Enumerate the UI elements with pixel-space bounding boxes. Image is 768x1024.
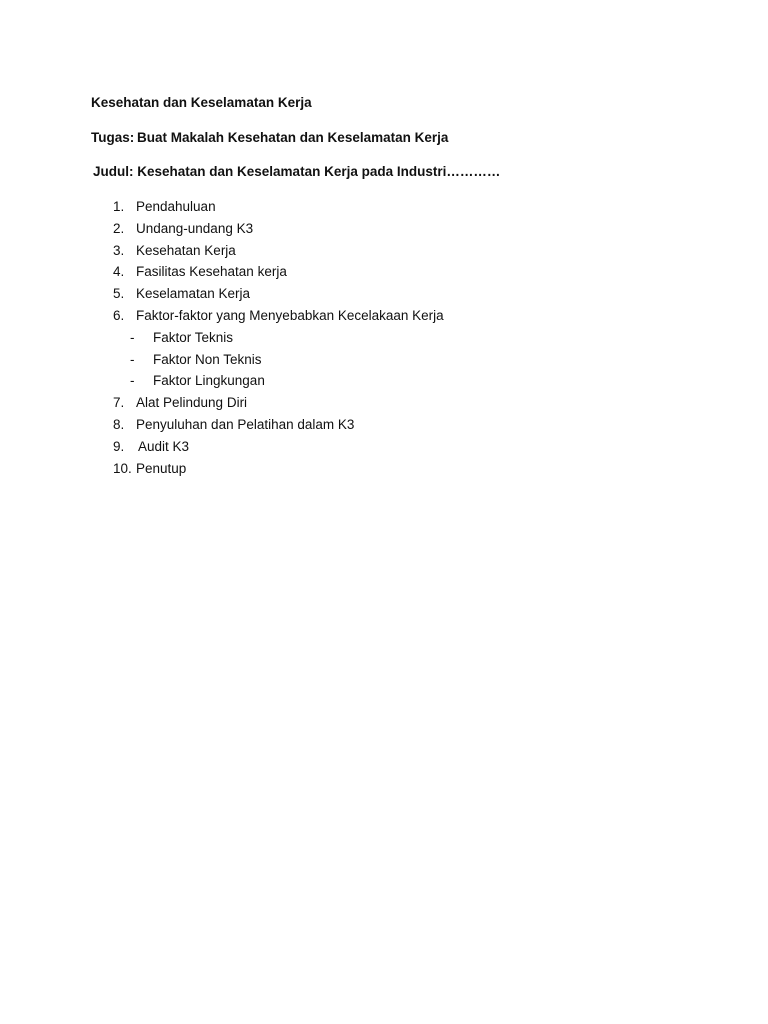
item-number: 4. [113,264,125,280]
subitem-text: Faktor Lingkungan [153,373,265,389]
item-text: Kesehatan Kerja [136,242,236,258]
outline-subitem [0,351,768,373]
outline-item [0,460,768,482]
subitem-dash: - [130,329,135,345]
subitem-text: Faktor Non Teknis [153,351,262,367]
outline-item [0,307,768,329]
item-number: 1. [113,199,125,214]
outline-subitem [0,329,768,351]
outline-item [0,394,768,416]
item-text: Fasilitas Kesehatan kerja [136,264,287,280]
outline-list [0,198,768,481]
item-text: Audit K3 [138,438,190,454]
task-line [91,129,448,147]
item-number: 9. [113,438,125,454]
task-label: Tugas: [91,130,135,145]
judul-line: Judul: Kesehatan dan Keselamatan Kerja pada Industri………… [93,164,501,179]
item-text: Penyuluhan dan Pelatihan dalam K3 [136,416,355,432]
item-text: Keselamatan Kerja [136,286,251,302]
outline-item [0,198,768,220]
subitem-dash: - [130,373,135,389]
outline-item [0,285,768,307]
item-text: Alat Pelindung Diri [136,395,248,411]
outline-item [0,263,768,285]
task-text: Buat Makalah Kesehatan dan Keselamatan Kerja [137,130,449,145]
subitem-text: Faktor Teknis [153,329,234,345]
subitem-dash: - [130,351,135,367]
item-text: Faktor-faktor yang Menyebabkan Kecelakaan Kerja [136,307,444,323]
outline-item [0,242,768,264]
item-number: 7. [113,395,125,411]
item-number: 3. [113,242,125,258]
item-number: 5. [113,286,125,302]
outline-subitem [0,372,768,394]
item-text: Penutup [136,460,187,476]
item-number: 8. [113,416,125,432]
outline-item [0,220,768,242]
item-number: 2. [113,220,125,236]
item-text: Undang-undang K3 [136,220,254,236]
outline-item [0,438,768,460]
item-number: 6. [113,307,125,323]
document-title: Kesehatan dan Keselamatan Kerja [91,95,312,110]
outline-item [0,416,768,438]
item-text: Pendahuluan [136,199,216,214]
item-number: 10. [113,460,132,476]
